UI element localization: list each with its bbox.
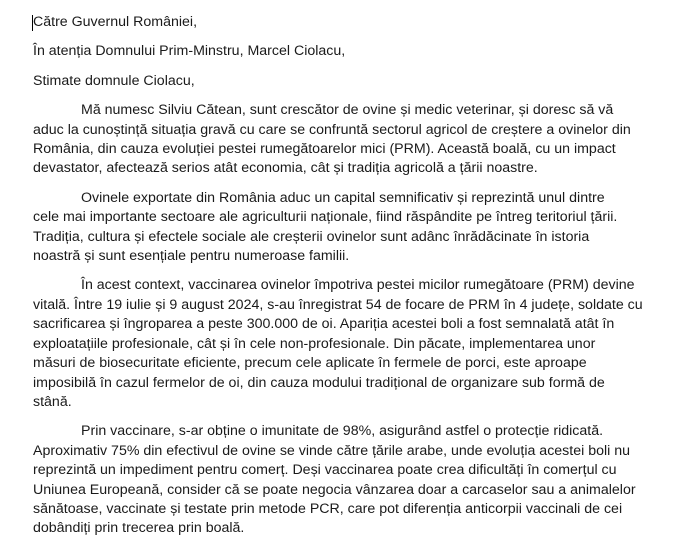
paragraph-line: măsuri de biosecuritate eficiente, precum cele aplicate în fermele de porci, este aproape: [33, 355, 587, 372]
paragraph-line: noastră și sunt esențiale pentru numeroase familii.: [33, 248, 350, 265]
paragraph-line: dobândiți prin trecerea prin boală.: [33, 520, 245, 537]
paragraph-line: România, din cauza evoluției pestei rumegătoarelor mici (PRM). Această boală, cu un impact: [33, 141, 616, 158]
paragraph-line: aduc la cunoștință situația gravă cu care se confruntă sectorul agricol de creștere a ovinelor din: [33, 121, 631, 138]
salutation-line: Stimate domnule Ciolacu,: [33, 72, 195, 89]
paragraph-line: În acest context, vaccinarea ovinelor împotriva pestei micilor rumegătoare (PRM) devine: [81, 277, 635, 294]
paragraph-2: [33, 189, 633, 267]
paragraph-line: stână.: [33, 393, 72, 410]
paragraph-line: Mă numesc Silviu Cătean, sunt crescător de ovine și medic veterinar, și doresc să vă: [81, 102, 614, 119]
paragraph-line: imposibilă în cazul fermelor de oi, din cauza modului tradițional de organizare sub formă de: [33, 374, 605, 391]
paragraph-line: Uniunea Europeană, consider că se poate negocia vânzarea doar a carcaselor sau a animalelor: [33, 481, 636, 498]
text-cursor: [32, 15, 33, 31]
paragraph-line: Tradiția, cultura și efectele sociale ale creșterii ovinelor sunt adânc înrădăcinate în istoria: [33, 228, 590, 245]
paragraph-line: devastator, afectează serios atât economia, cât și tradiția agricolă a țării noastre.: [33, 160, 538, 177]
paragraph-3: [33, 276, 643, 412]
attention-line: În atenția Domnului Prim-Minstru, Marcel Ciolacu,: [33, 43, 346, 60]
paragraph-line: Ovinele exportate din România aduc un capital semnificativ și reprezintă unul dintre: [81, 189, 605, 206]
paragraph-line: sacrificarea și îngroparea a peste 300.000 de oi. Apariția acestei boli a fost semnalată atât în: [33, 316, 615, 333]
paragraph-line: vitală. Între 19 iulie și 9 august 2024, s-au înregistrat 54 de focare de PRM în 4 județe, soldate cu: [33, 296, 643, 313]
paragraph-line: reprezintă un impediment pentru comerț. Deși vaccinarea poate crea dificultăți în comerțul cu: [33, 462, 617, 479]
paragraph-line: sănătoase, vaccinate și testate prin metode PCR, care pot diferenția anticorpii vaccinali de cei: [33, 500, 623, 517]
paragraph-line: Prin vaccinare, s-ar obține o imunitate de 98%, asigurând astfel o protecție ridicată.: [81, 423, 604, 440]
paragraph-4: [33, 422, 636, 538]
paragraph-line: exploatațiile profesionale, cât și în cele non-profesionale. Din păcate, implementarea unor: [33, 335, 596, 352]
paragraph-line: cele mai importante sectoare ale agriculturii naționale, fiind răspândite pe întreg teritoriul țării.: [33, 209, 618, 226]
paragraph-1: [33, 101, 633, 179]
paragraph-line: Aproximativ 75% din efectivul de ovine se vinde către țările arabe, unde evoluția acestei boli nu: [33, 442, 631, 459]
recipient-line: Către Guvernul României,: [33, 14, 198, 30]
